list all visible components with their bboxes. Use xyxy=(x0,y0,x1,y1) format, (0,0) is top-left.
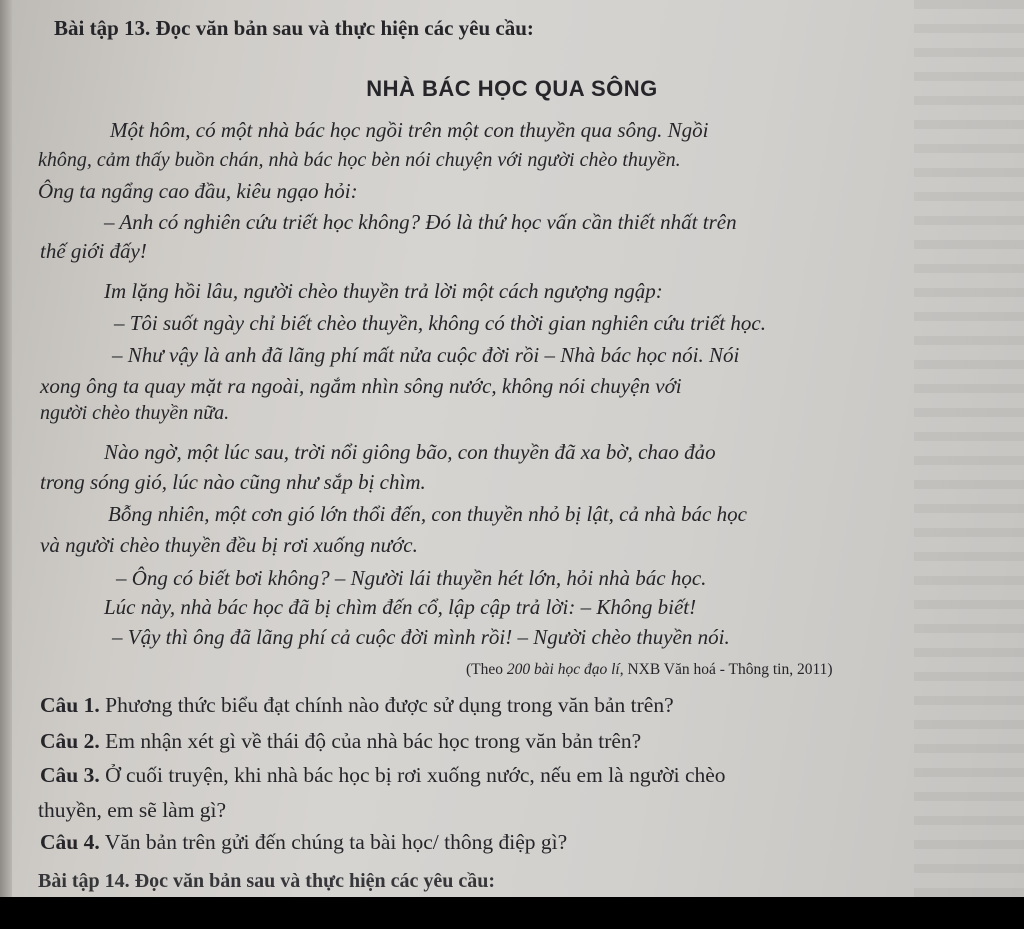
exercise-14-label: Bài tập 14. xyxy=(38,870,130,892)
question-1 xyxy=(40,693,674,718)
story-line: thế giới đấy! xyxy=(40,239,147,263)
question-text: Ở cuối truyện, khi nhà bác học bị rơi xuống nước, nếu em là người chèo xyxy=(99,763,726,787)
screen-bottom-bar xyxy=(0,897,1024,929)
story-source xyxy=(466,661,833,679)
question-2 xyxy=(40,729,641,754)
story-line: – Vậy thì ông đã lãng phí cả cuộc đời mình rồi! – Người chèo thuyền nói. xyxy=(112,625,730,649)
story-line: Im lặng hồi lâu, người chèo thuyền trả lời một cách ngượng ngập: xyxy=(104,279,663,303)
story-line: Nào ngờ, một lúc sau, trời nổi giông bão, con thuyền đã xa bờ, chao đảo xyxy=(104,440,716,464)
question-text: thuyền, em sẽ làm gì? xyxy=(38,798,227,822)
question-label: Câu 4. xyxy=(40,830,100,854)
exercise-14-heading xyxy=(38,870,495,893)
story-line: – Như vậy là anh đã lãng phí mất nửa cuộc đời rồi – Nhà bác học nói. Nói xyxy=(112,343,740,367)
story-line: Lúc này, nhà bác học đã bị chìm đến cổ, lập cập trả lời: – Không biết! xyxy=(104,595,697,619)
question-label: Câu 2. xyxy=(40,729,100,753)
story-line: – Ông có biết bơi không? – Người lái thuyền hét lớn, hỏi nhà bác học. xyxy=(116,566,707,590)
source-publisher: , NXB Văn hoá - Thông tin, 2011) xyxy=(619,661,833,678)
bleed-through-text xyxy=(914,0,1024,897)
story-line: – Tôi suốt ngày chỉ biết chèo thuyền, không có thời gian nghiên cứu triết học. xyxy=(114,311,766,335)
question-text: Em nhận xét gì về thái độ của nhà bác học trong văn bản trên? xyxy=(99,729,642,753)
story-title: NHÀ BÁC HỌC QUA SÔNG xyxy=(366,76,658,101)
story-line: và người chèo thuyền đều bị rơi xuống nước. xyxy=(40,533,418,557)
question-text: Phương thức biểu đạt chính nào được sử dụng trong văn bản trên? xyxy=(99,693,674,717)
question-3 xyxy=(40,763,726,788)
story-line: Bỗng nhiên, một cơn gió lớn thổi đến, con thuyền nhỏ bị lật, cả nhà bác học xyxy=(108,502,747,526)
story-line: Một hôm, có một nhà bác học ngồi trên một con thuyền qua sông. Ngồi xyxy=(110,118,709,142)
story-line: Ông ta ngẩng cao đầu, kiêu ngạo hỏi: xyxy=(38,179,358,203)
question-4 xyxy=(40,830,567,855)
page-binding-shadow xyxy=(0,0,12,897)
source-book-title: 200 bài học đạo lí xyxy=(506,661,620,678)
question-label: Câu 1. xyxy=(40,693,100,717)
story-line: người chèo thuyền nữa. xyxy=(40,402,230,424)
source-open: (Theo xyxy=(466,661,507,678)
exercise-14-instruction: Đọc văn bản sau và thực hiện các yêu cầu: xyxy=(129,870,496,892)
exercise-13-instruction: Đọc văn bản sau và thực hiện các yêu cầu: xyxy=(150,16,534,40)
exercise-13-heading xyxy=(54,16,534,41)
story-line: xong ông ta quay mặt ra ngoài, ngắm nhìn sông nước, không nói chuyện với xyxy=(40,374,682,398)
story-line: trong sóng gió, lúc nào cũng như sắp bị chìm. xyxy=(40,470,426,494)
exercise-13-label: Bài tập 13. xyxy=(54,16,151,40)
story-line: không, cảm thấy buồn chán, nhà bác học bèn nói chuyện với người chèo thuyền. xyxy=(38,149,681,171)
question-3-continued xyxy=(38,798,226,823)
question-text: Văn bản trên gửi đến chúng ta bài học/ thông điệp gì? xyxy=(99,830,568,854)
story-line: – Anh có nghiên cứu triết học không? Đó là thứ học vấn cần thiết nhất trên xyxy=(104,210,737,234)
question-label: Câu 3. xyxy=(40,763,100,787)
